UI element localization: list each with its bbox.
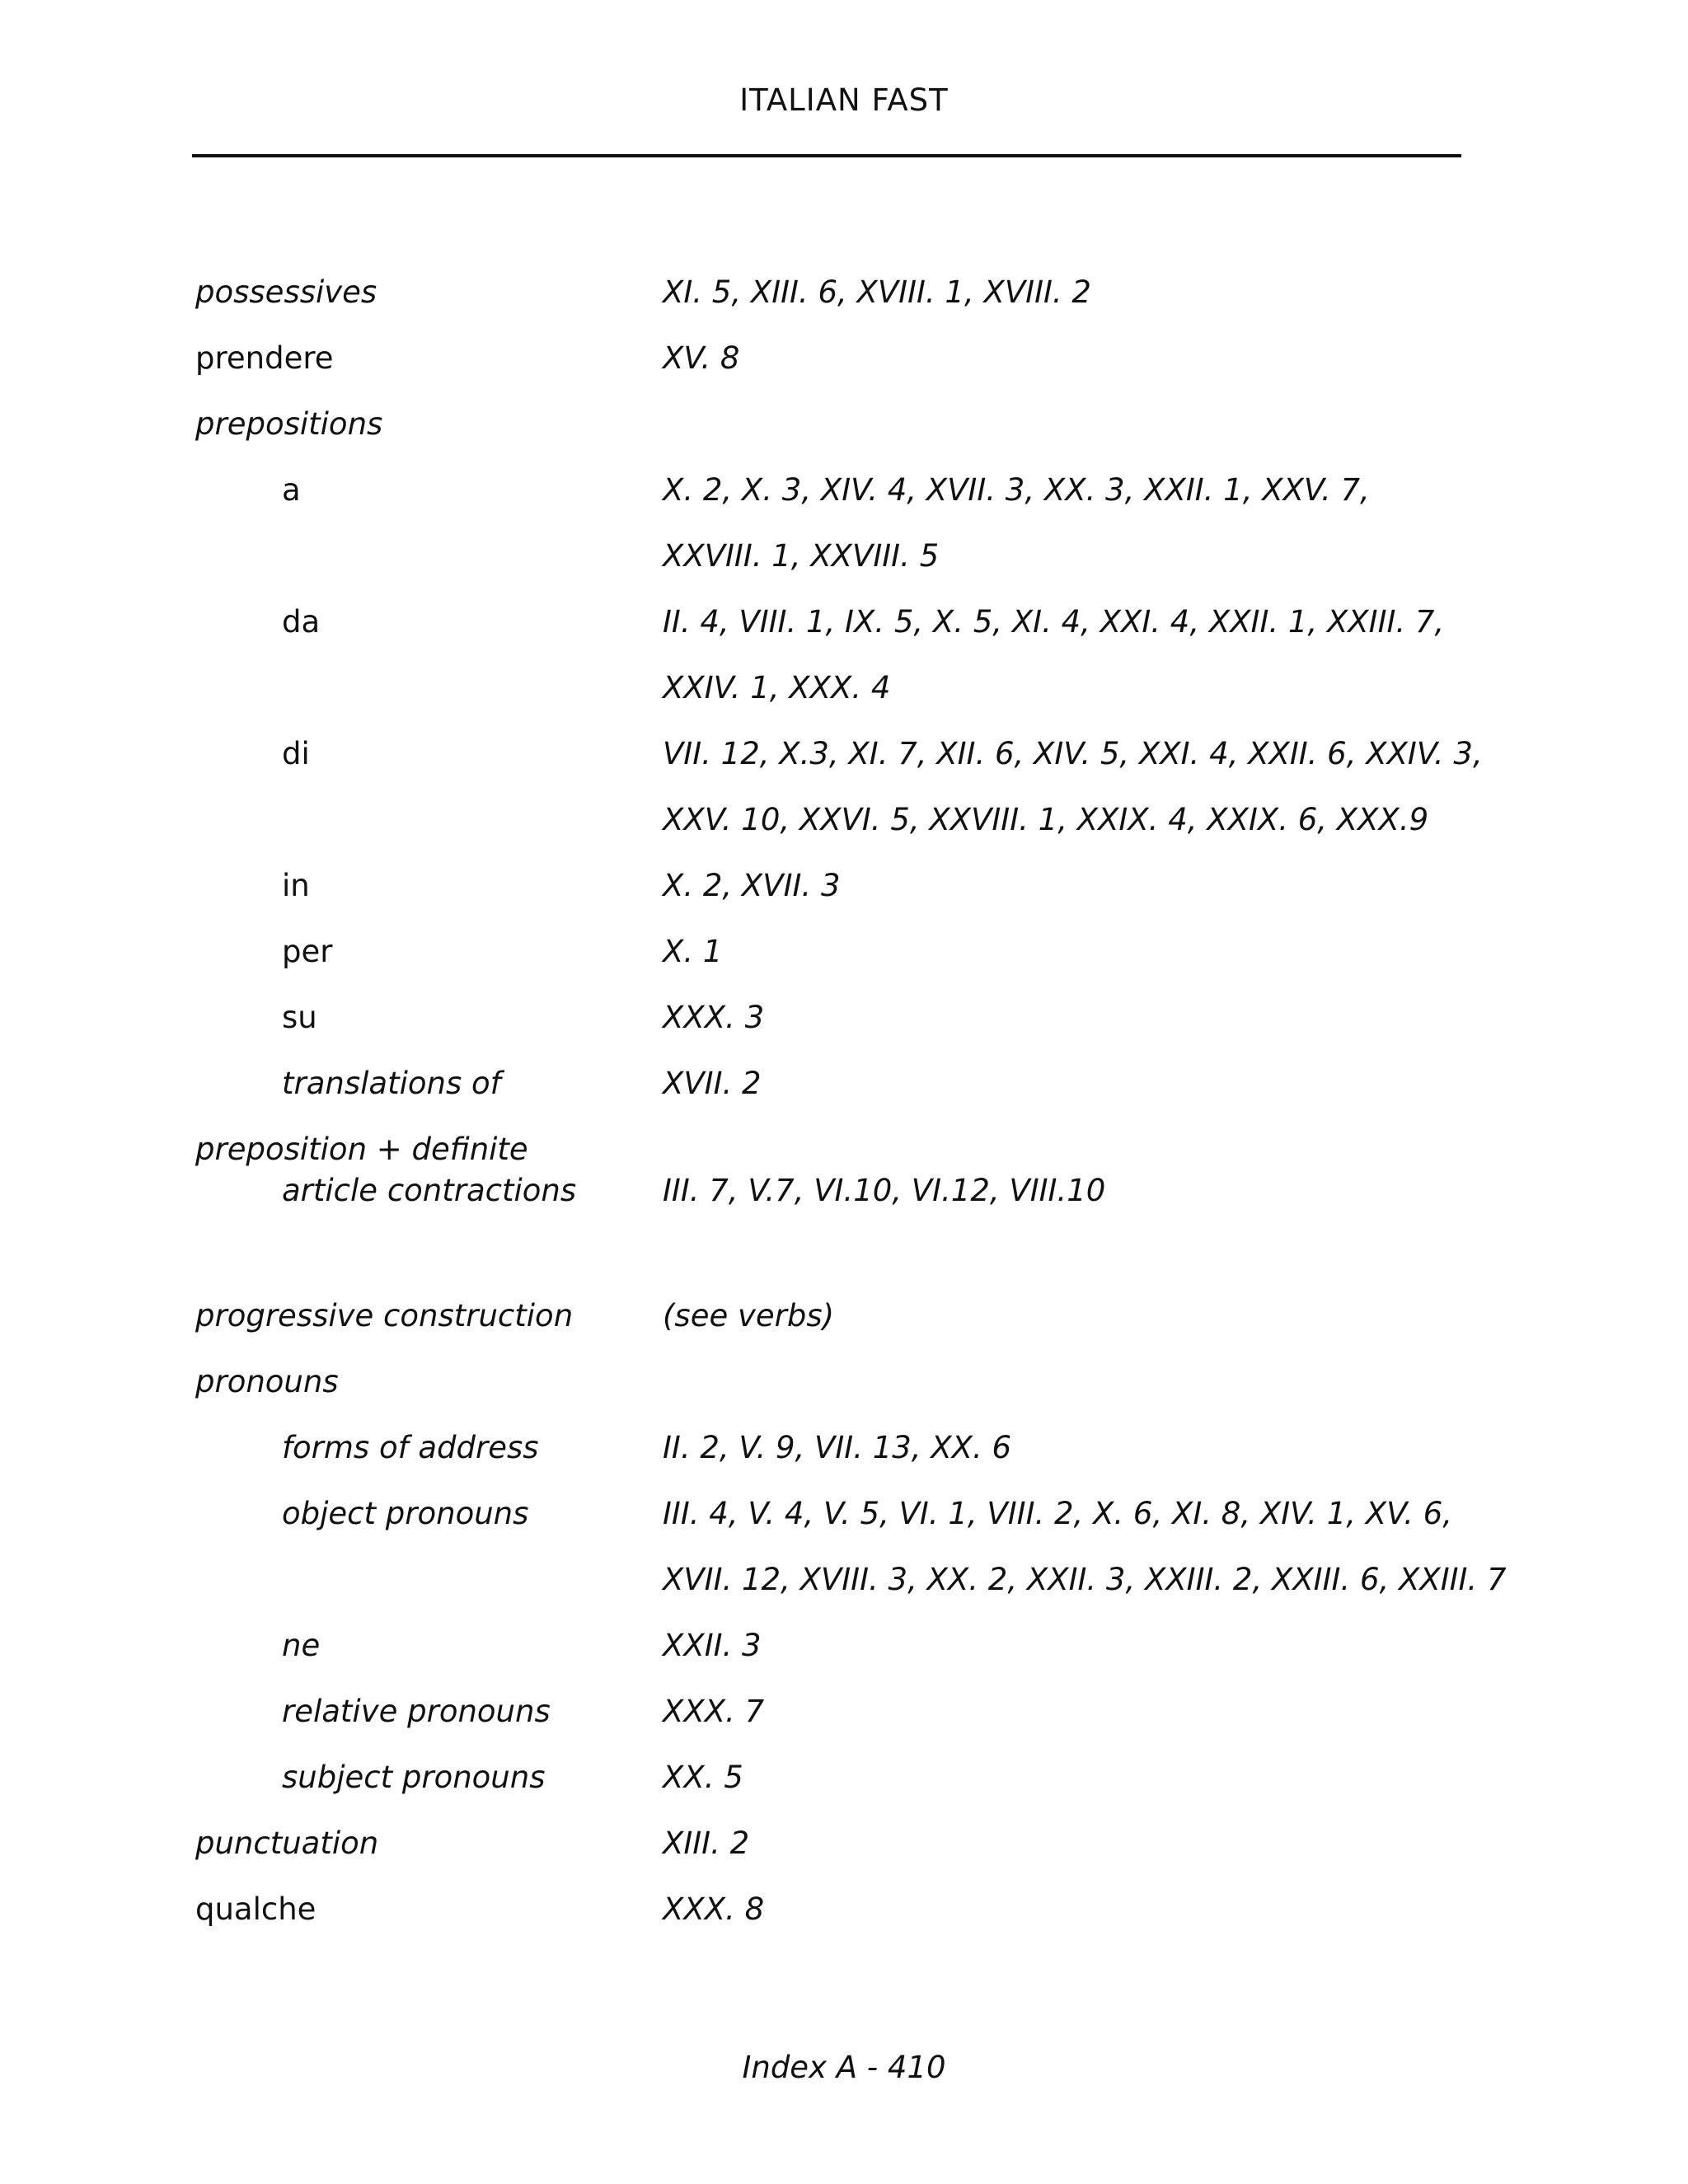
entry-term: object pronouns (282, 1496, 529, 1531)
entry-refs: XIII. 2 (663, 1825, 750, 1861)
index-subentry (0, 470, 1688, 536)
entry-term: relative pronouns (282, 1694, 551, 1729)
entry-refs: XXVIII. 1, XXVIII. 5 (663, 538, 940, 574)
entry-term: in (282, 868, 310, 903)
index-entry (0, 1129, 1688, 1236)
index-subentry (0, 733, 1688, 799)
entry-refs: III. 4, V. 4, V. 5, VI. 1, VIII. 2, X. 6, XI. 8, XIV. 1, XV. 6, (663, 1496, 1452, 1531)
index-subentry (0, 1691, 1688, 1757)
entry-refs: II. 4, VIII. 1, IX. 5, X. 5, XI. 4, XXI. 4, XXII. 1, XXIII. 7, (663, 604, 1445, 640)
page-footer: Index A - 410 (742, 2050, 946, 2085)
entry-term: punctuation (195, 1825, 379, 1861)
entry-term: forms of address (282, 1430, 539, 1465)
index-subentry (0, 997, 1688, 1063)
index-entry (0, 1361, 1688, 1427)
entry-refs: XXIV. 1, XXX. 4 (663, 670, 891, 705)
index-entry (0, 1823, 1688, 1889)
entry-refs: (see verbs) (663, 1298, 835, 1333)
index-entry (0, 404, 1688, 470)
entry-term: di (282, 736, 310, 771)
entry-term-line-1: preposition + definite (195, 1132, 528, 1167)
entry-term: prepositions (195, 406, 383, 442)
index-subentry (0, 1427, 1688, 1493)
index-continuation (0, 1559, 1688, 1625)
entry-refs: III. 7, V.7, VI.10, VI.12, VIII.10 (663, 1173, 1106, 1208)
entry-term: qualche (195, 1891, 316, 1927)
index-entry (0, 272, 1688, 338)
index-subentry (0, 1757, 1688, 1823)
entry-refs: XI. 5, XIII. 6, XVIII. 1, XVIII. 2 (663, 274, 1091, 310)
header-rule (192, 154, 1461, 157)
entry-refs: X. 2, X. 3, XIV. 4, XVII. 3, XX. 3, XXII. 1, XXV. 7, (663, 472, 1370, 508)
index-subentry (0, 1493, 1688, 1559)
entry-refs: XXX. 3 (663, 1000, 765, 1035)
index-continuation (0, 536, 1688, 602)
entry-term: a (282, 472, 301, 508)
entry-refs: X. 1 (663, 934, 723, 969)
entry-refs: XXX. 8 (663, 1891, 765, 1927)
entry-refs: II. 2, V. 9, VII. 13, XX. 6 (663, 1430, 1012, 1465)
index-continuation (0, 668, 1688, 733)
entry-term: su (282, 1000, 317, 1035)
index-entries (0, 272, 1688, 1955)
entry-term (195, 1129, 576, 1212)
index-subentry (0, 865, 1688, 931)
entry-term-line-2: article contractions (282, 1173, 577, 1208)
entry-term: possessives (195, 274, 377, 310)
index-subentry (0, 1063, 1688, 1129)
entry-term: per (282, 934, 333, 969)
entry-term: progressive construction (195, 1298, 574, 1333)
entry-refs: XXX. 7 (663, 1694, 765, 1729)
index-subentry (0, 602, 1688, 668)
entry-term: prendere (195, 340, 334, 376)
entry-refs: XX. 5 (663, 1760, 743, 1795)
entry-term: pronouns (195, 1364, 339, 1399)
index-entry (0, 1889, 1688, 1955)
entry-refs: XVII. 2 (663, 1066, 762, 1101)
entry-refs: X. 2, XVII. 3 (663, 868, 841, 903)
index-subentry (0, 1625, 1688, 1691)
entry-refs: XV. 8 (663, 340, 740, 376)
entry-term: ne (282, 1628, 321, 1663)
entry-refs: XXII. 3 (663, 1628, 762, 1663)
index-entry (0, 1296, 1688, 1361)
index-continuation (0, 799, 1688, 865)
entry-refs: VII. 12, X.3, XI. 7, XII. 6, XIV. 5, XXI. 4, XXII. 6, XXIV. 3, (663, 736, 1483, 771)
index-subentry (0, 931, 1688, 997)
entry-term: translations of (282, 1066, 501, 1101)
entry-refs: XVII. 12, XVIII. 3, XX. 2, XXII. 3, XXIII. 2, XXIII. 6, XXIII. 7 (663, 1562, 1507, 1597)
index-entry (0, 338, 1688, 404)
page-header: ITALIAN FAST (739, 82, 949, 118)
entry-term: subject pronouns (282, 1760, 546, 1795)
entry-refs: XXV. 10, XXVI. 5, XXVIII. 1, XXIX. 4, XXIX. 6, XXX.9 (663, 802, 1429, 837)
entry-term: da (282, 604, 321, 640)
